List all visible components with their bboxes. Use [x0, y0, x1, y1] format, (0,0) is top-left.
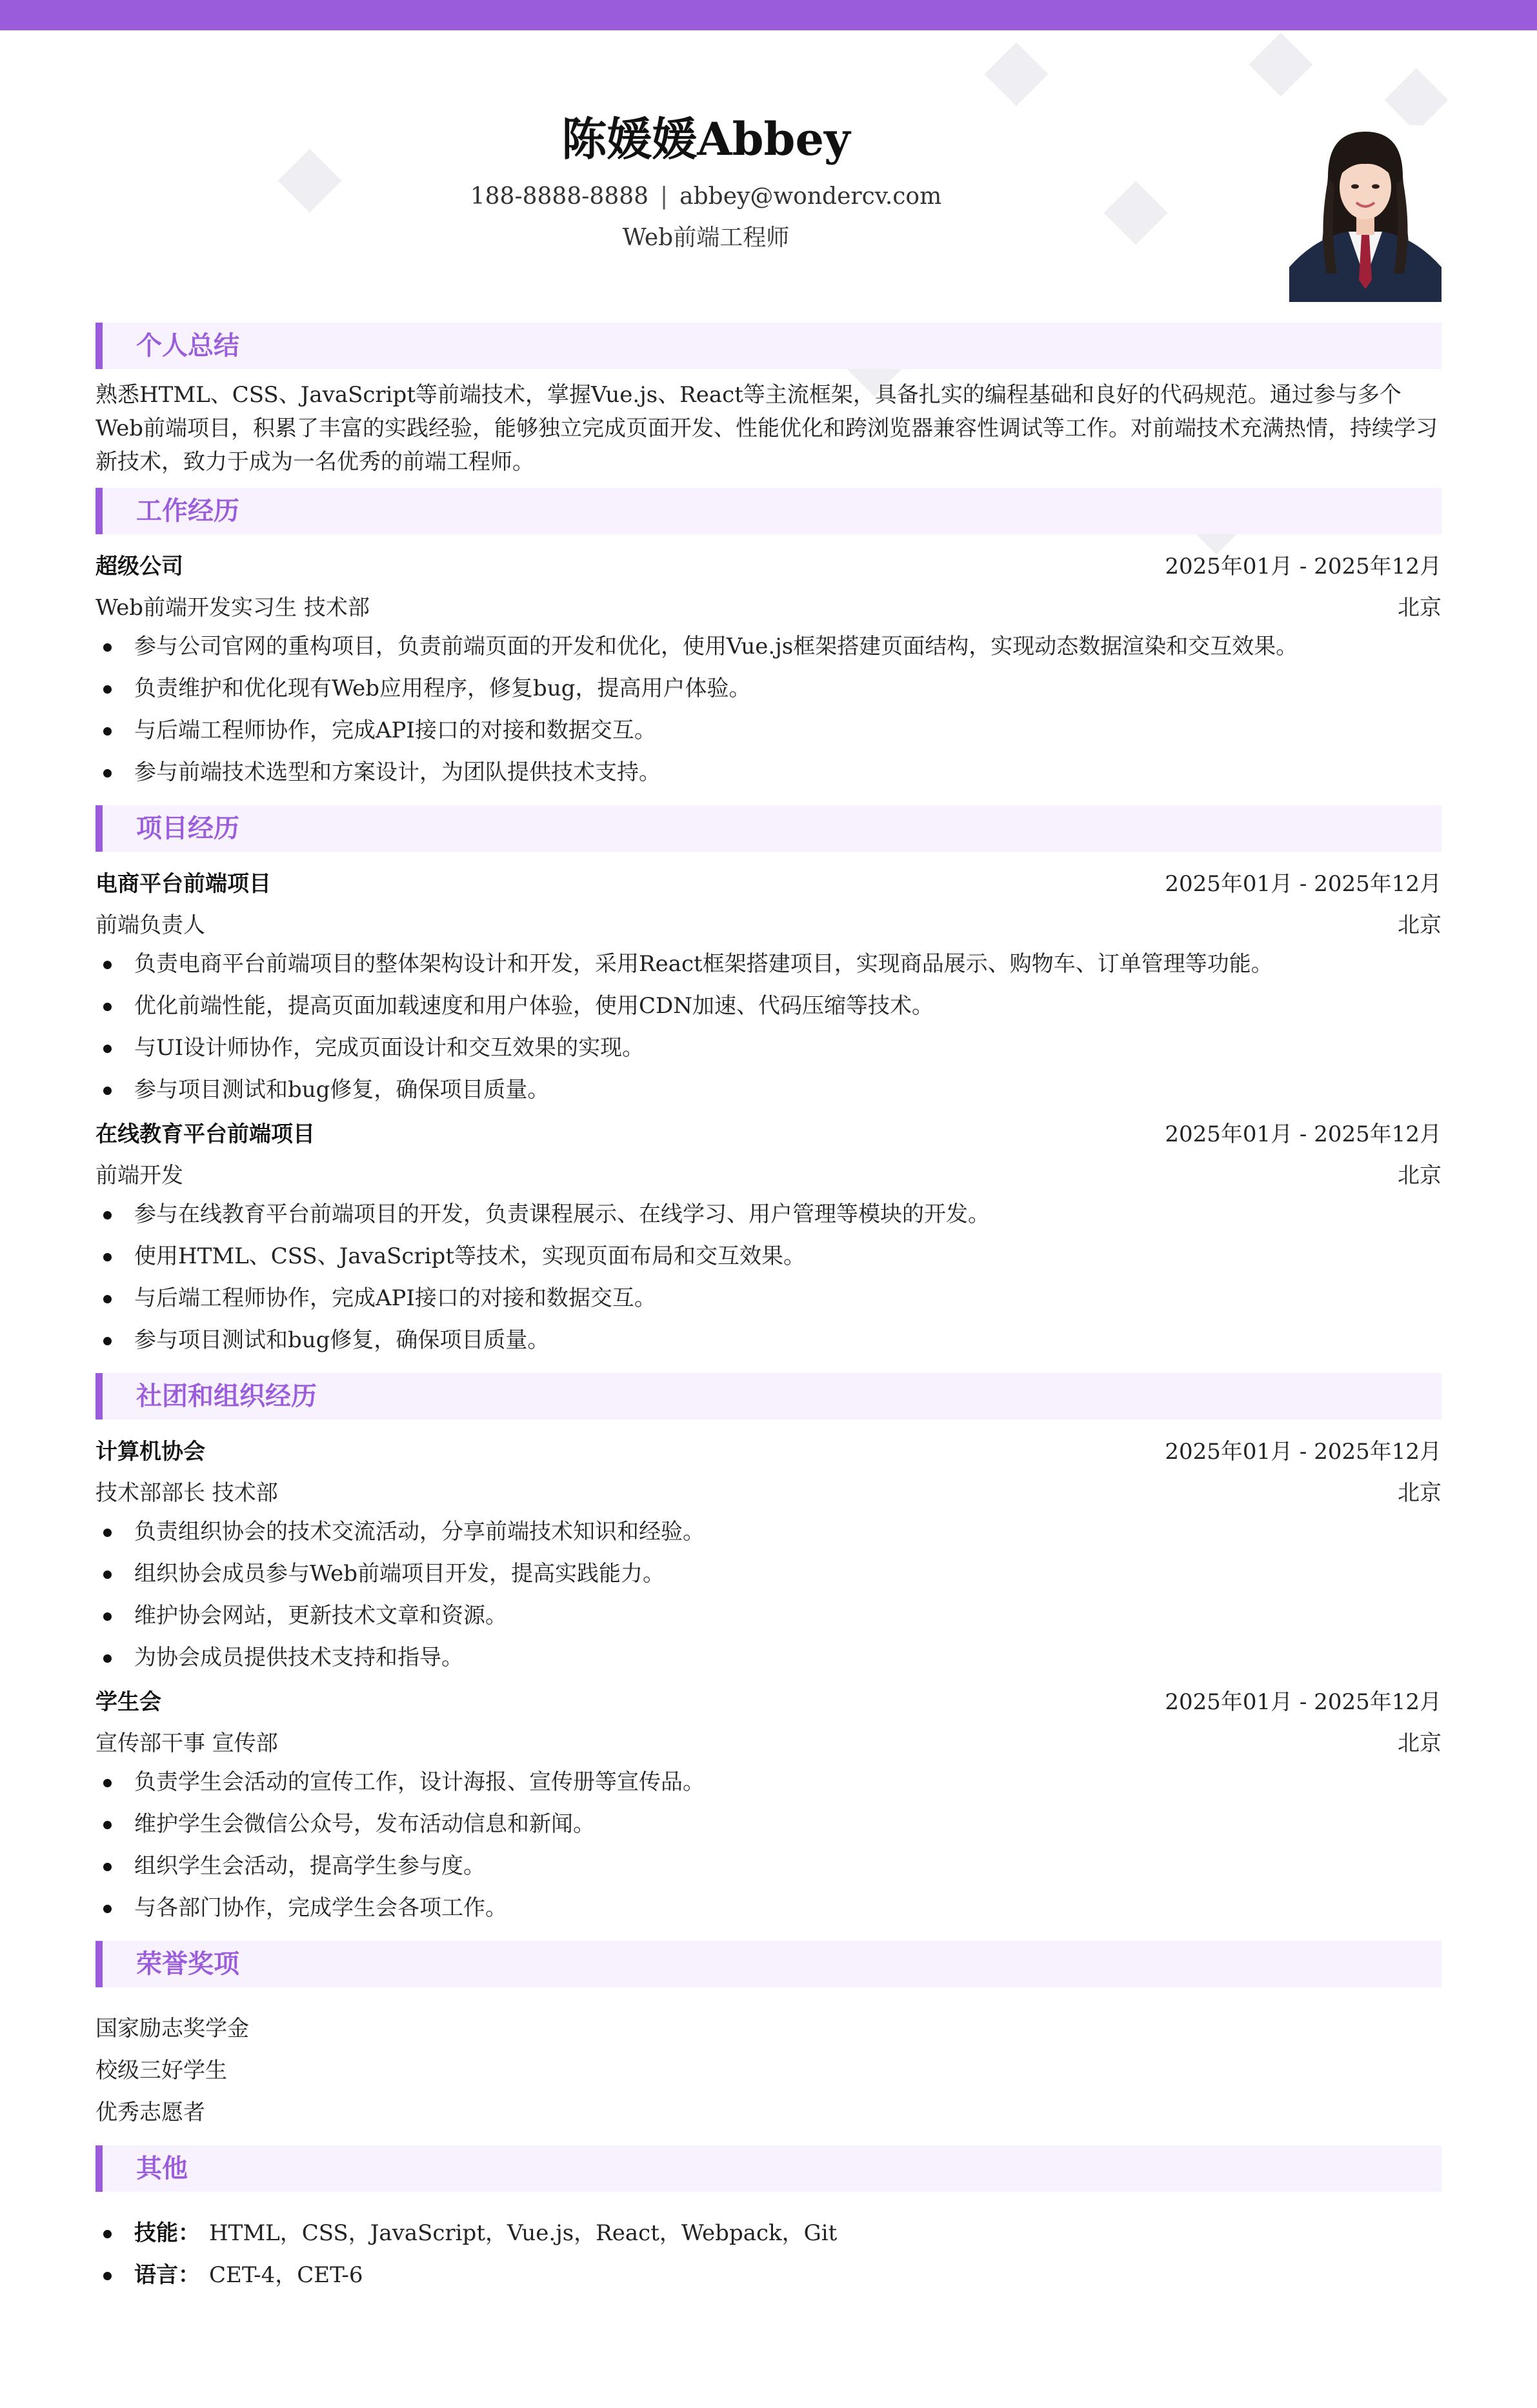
entry-role: Web前端开发实习生 技术部: [95, 594, 370, 621]
list-item: 维护协会网站，更新技术文章和资源。: [95, 1595, 1442, 1637]
list-item: [95, 2254, 1442, 2296]
list-item: 使用HTML、CSS、JavaScript等技术，实现页面布局和交互效果。: [95, 1236, 1442, 1278]
email-address: abbey@wondercv.com: [679, 183, 942, 210]
entry-role-row: [95, 1152, 1442, 1194]
candidate-name: 陈媛媛Abbey: [561, 112, 850, 166]
entry-role-row: [95, 585, 1442, 626]
section-title-other: 其他: [95, 2145, 1442, 2192]
entry-header-row: [95, 1111, 1442, 1152]
list-item: 负责维护和优化现有Web应用程序，修复bug，提高用户体验。: [95, 668, 1442, 710]
entry-date: 2025年01月 - 2025年12月: [1165, 1689, 1442, 1715]
section-title-honors: 荣誉奖项: [95, 1941, 1442, 1987]
list-item: 参与在线教育平台前端项目的开发，负责课程展示、在线学习、用户管理等模块的开发。: [95, 1194, 1442, 1236]
entry-header-row: [95, 1679, 1442, 1720]
entry-header-row: [95, 1429, 1442, 1470]
resume-page: [95, 0, 1442, 2296]
list-item: 参与项目测试和bug修复，确保项目质量。: [95, 1319, 1442, 1361]
entry-header-row: [95, 543, 1442, 585]
entry-organization: 学生会: [95, 1689, 161, 1715]
honor-item: 优秀志愿者: [95, 2100, 205, 2125]
entry-role: 前端开发: [95, 1162, 183, 1189]
entry-bullet-list: [95, 626, 1442, 794]
list-item: 组织学生会活动，提高学生参与度。: [95, 1845, 1442, 1887]
entry-role: 技术部部长 技术部: [95, 1480, 278, 1506]
section-title-summary: 个人总结: [95, 323, 1442, 369]
avatar-photo: [1289, 125, 1442, 302]
list-item: 与后端工程师协作，完成API接口的对接和数据交互。: [95, 1278, 1442, 1319]
phone-number: 188-8888-8888: [470, 183, 649, 210]
list-item: 参与公司官网的重构项目，负责前端页面的开发和优化，使用Vue.js框架搭建页面结构，实现动态数据渲染和交互效果。: [95, 626, 1442, 668]
entry-role-row: [95, 902, 1442, 943]
entry-header-row: [95, 861, 1442, 902]
entry-bullet-list: [95, 943, 1442, 1111]
club-entry: [95, 1429, 1442, 1679]
list-item: 优化前端性能，提高页面加载速度和用户体验，使用CDN加速、代码压缩等技术。: [95, 985, 1442, 1027]
club-entry: [95, 1679, 1442, 1929]
honor-item: 校级三好学生: [95, 2058, 227, 2083]
list-item: 与各部门协作，完成学生会各项工作。: [95, 1887, 1442, 1929]
entry-bullet-list: [95, 1761, 1442, 1929]
entry-role: 宣传部干事 宣传部: [95, 1730, 278, 1756]
list-item: 为协会成员提供技术支持和指导。: [95, 1637, 1442, 1679]
entry-bullet-list: [95, 1511, 1442, 1679]
entry-role-row: [95, 1470, 1442, 1511]
list-item: 与后端工程师协作，完成API接口的对接和数据交互。: [95, 710, 1442, 752]
entry-date: 2025年01月 - 2025年12月: [1165, 870, 1442, 897]
summary-text: 熟悉HTML、CSS、JavaScript等前端技术，掌握Vue.js、React等主流框架，具备扎实的编程基础和良好的代码规范。通过参与多个Web前端项目，积累了丰富的实践经验，能够独立完成页面开发、性能优化和跨浏览器兼容性调试等工作。对前端技术充满热情，持续学习新技术，致力于成为一名优秀的前端工程师。: [95, 382, 1438, 475]
list-item: 参与前端技术选型和方案设计，为团队提供技术支持。: [95, 752, 1442, 794]
list-item: 维护学生会微信公众号，发布活动信息和新闻。: [95, 1803, 1442, 1845]
list-item: 组织协会成员参与Web前端项目开发，提高实践能力。: [95, 1553, 1442, 1595]
entry-organization: 电商平台前端项目: [95, 870, 271, 897]
section-title-projects: 项目经历: [95, 805, 1442, 852]
list-item: 负责电商平台前端项目的整体架构设计和开发，采用React框架搭建项目，实现商品展示、购物车、订单管理等功能。: [95, 943, 1442, 985]
list-item: 参与项目测试和bug修复，确保项目质量。: [95, 1069, 1442, 1111]
contact-line: [95, 183, 1316, 210]
entry-organization: 计算机协会: [95, 1438, 205, 1465]
skills-value: HTML，CSS，JavaScript，Vue.js，React，Webpack，Git: [209, 2220, 838, 2246]
work-entry: [95, 543, 1442, 794]
entry-location: 北京: [1398, 1480, 1442, 1506]
project-entry: [95, 1111, 1442, 1361]
honor-item: 国家励志奖学金: [95, 2016, 249, 2042]
entry-date: 2025年01月 - 2025年12月: [1165, 1121, 1442, 1147]
entry-date: 2025年01月 - 2025年12月: [1165, 1438, 1442, 1465]
entry-role: 前端负责人: [95, 912, 205, 938]
section-title-work: 工作经历: [95, 488, 1442, 534]
languages-label: 语言：: [134, 2262, 200, 2288]
list-item: [95, 2212, 1442, 2254]
list-item: 负责学生会活动的宣传工作，设计海报、宣传册等宣传品。: [95, 1761, 1442, 1803]
avatar-illustration: [1289, 125, 1442, 302]
section-title-clubs: 社团和组织经历: [95, 1373, 1442, 1420]
job-title: Web前端工程师: [622, 225, 790, 251]
entry-location: 北京: [1398, 912, 1442, 938]
entry-role-row: [95, 1720, 1442, 1761]
entry-organization: 在线教育平台前端项目: [95, 1121, 315, 1147]
entry-date: 2025年01月 - 2025年12月: [1165, 553, 1442, 579]
languages-value: CET-4，CET-6: [209, 2262, 363, 2288]
skills-label: 技能：: [134, 2220, 200, 2246]
entry-organization: 超级公司: [95, 553, 183, 579]
other-list: [95, 2212, 1442, 2296]
entry-bullet-list: [95, 1194, 1442, 1361]
entry-location: 北京: [1398, 1730, 1442, 1756]
list-item: 与UI设计师协作，完成页面设计和交互效果的实现。: [95, 1027, 1442, 1069]
list-item: 负责组织协会的技术交流活动，分享前端技术知识和经验。: [95, 1511, 1442, 1553]
resume-header: [95, 0, 1442, 323]
entry-location: 北京: [1398, 1162, 1442, 1189]
project-entry: [95, 861, 1442, 1111]
contact-separator: |: [660, 183, 668, 210]
entry-location: 北京: [1398, 594, 1442, 621]
